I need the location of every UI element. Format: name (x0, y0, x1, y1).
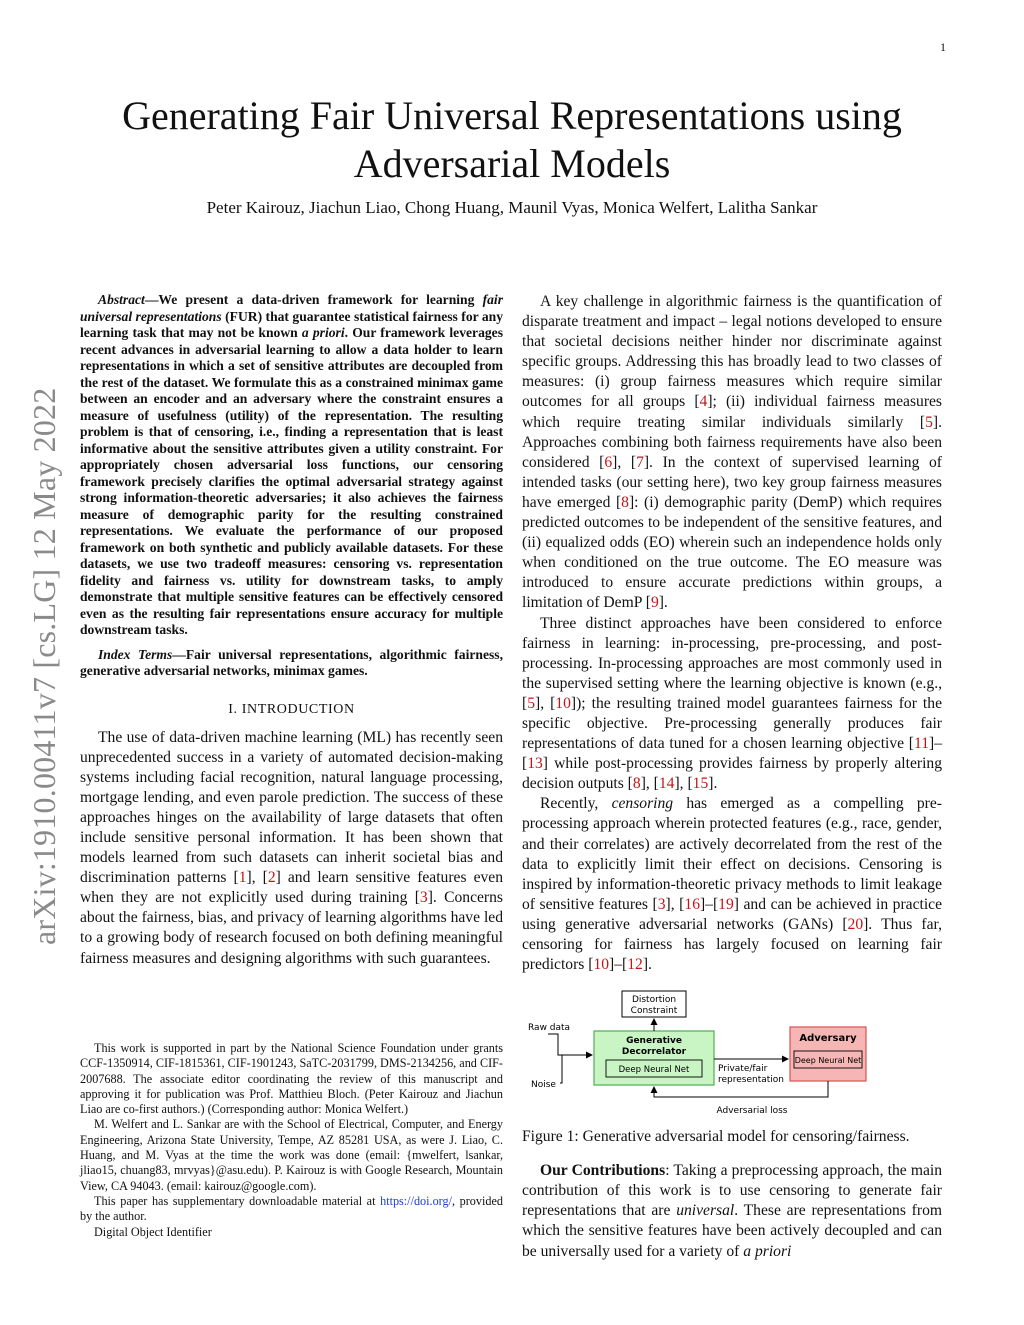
adversary-network-label: Deep Neural Net (794, 1056, 862, 1066)
page-number: 1 (940, 40, 946, 54)
citation-link[interactable]: 9 (650, 594, 659, 612)
index-terms: Index Terms—Fair universal representations, algorithmic fairness, generative adversarial networks, minimax games. (80, 646, 503, 678)
left-column (80, 292, 503, 969)
citation-link[interactable]: 13 (527, 755, 543, 773)
title-line-2: Adversarial Models (353, 141, 671, 186)
right-paragraph-2: Three distinct approaches have been considered to enforce fairness in learning: in-processing, pre-processing, and post-processing. In-processing approaches are most commonly used in the supervised setting where the learning objective is known (e.g., [5], [10]); the resulting trained model guarantees fairness for the specific objective. Pre-processing generally produces fair representations of data tuned for a chosen learning objective [11]–[13] while post-processing provides fairness by properly altering decision outputs [8], [14], [15]. (522, 614, 942, 793)
citation-link[interactable]: 10 (555, 694, 571, 712)
citation-link[interactable]: 3 (419, 889, 428, 907)
figure-1-caption: Figure 1: Generative adversarial model for censoring/fairness. (522, 1128, 910, 1146)
footnote-doi: Digital Object Identifier (94, 1224, 212, 1239)
citation-link[interactable]: 6 (604, 453, 613, 471)
citation-link[interactable]: 2 (267, 869, 276, 887)
generative-label: Generative (626, 1036, 682, 1047)
representation-label: representation (718, 1075, 785, 1086)
citation-link[interactable]: 20 (847, 915, 864, 933)
citation-link[interactable]: 10 (593, 956, 610, 974)
citation-link[interactable]: 4 (699, 393, 708, 411)
noise-label: Noise (531, 1080, 556, 1091)
arxiv-identifier: arXiv:1910.00411v7 [cs.LG] 12 May 2022 (26, 387, 62, 945)
paper-title (0, 92, 1024, 188)
title-line-1: Generating Fair Universal Representations using (122, 93, 902, 138)
citation-link[interactable]: 8 (621, 493, 629, 511)
right-paragraph-3: Recently, censoring has emerged as a compelling pre-processing approach wherein protected features (e.g., race, gender, and their correlates) are actively decorrelated from the rest of the data to explicitly limit their effect on decisions. Censoring is inspired by information-theoretic privacy methods to limit leakage of sensitive features [3], [16]–[19] and can be achieved in practice using generative adversarial networks (GANs) [20]. Thus far, censoring for fairness has largely focused on learning fair predictors [10]–[12]. (522, 795, 943, 974)
intro-paragraph-1: The use of data-driven machine learning (ML) has recently seen unprecedented success in a variety of automated decision-making systems including facial recognition, natural language processing, mortgage lending, and even parole prediction. The success of these approaches hinges on the availability of large datasets that often include sensitive personal information. It has been shown that models learned from such datasets can inherit societal bias and discrimination patterns [1], [2] and learn sensitive features even when they are not explicitly used during training [3]. Concerns about the fairness, bias, and privacy of learning algorithms have led to a growing body of research focused on both defining meaningful fairness measures and designing algorithms with such guarantees. (80, 728, 504, 967)
raw-data-arrow (548, 1034, 592, 1055)
author-list: Peter Kairouz, Jiachun Liao, Chong Huang, Maunil Vyas, Monica Welfert, Lalitha Sankar (206, 198, 818, 217)
contributions-paragraph: Our Contributions: Taking a preprocessing approach, the main contribution of this work is to use censoring to generate fair representations that are universal. These are representations from which the sensitive features have been actively decoupled and can be universally used for a variety of a priori (522, 1162, 942, 1260)
noise-arrow (560, 1055, 562, 1083)
adversarial-loss-label: Adversarial loss (716, 1106, 788, 1117)
citation-link[interactable]: 14 (658, 775, 675, 793)
constraint-label: Constraint (630, 1006, 678, 1017)
private-fair-label: Private/fair (718, 1064, 768, 1075)
citation-link[interactable]: 5 (925, 413, 933, 431)
citation-link[interactable]: 15 (692, 775, 709, 793)
figure-1-diagram (522, 989, 942, 1117)
right-paragraph-1: A key challenge in algorithmic fairness is the quantification of disparate treatment and impact – legal notions developed to ensure that societal decisions neither hinder nor discriminate against specific groups. Addressing this has broadly lead to two classes of measures: (i) group fairness measures which require similar outcomes for all groups [4]; (ii) individual fairness measures which require treating similar individuals similarly [5]. Approaches combining both fairness requirements have also been considered [6], [7]. In the context of supervised learning of intended tasks (our setting here), two key group fairness measures have emerged [8]: (i) demographic parity (DemP) which requires predicted outcomes to be independent of the sensitive features, and (ii) equalized odds (EO) wherein such an independence holds only when conditioned on the true outcome. The EO measure was introduced to ensure accurate predictions within groups, a limitation of DemP [9]. (522, 293, 942, 612)
citation-link[interactable]: 1 (238, 869, 247, 887)
citation-link[interactable]: 8 (632, 775, 641, 793)
raw-data-label: Raw data (528, 1023, 571, 1034)
diagram-svg (522, 989, 942, 1117)
citation-link[interactable]: 16 (684, 895, 700, 913)
abstract: Abstract—We present a data-driven framework for learning fair universal representations (FUR) that guarantee statistical fairness for any learning task that may not be known a priori. Our framework leverages recent advances in adversarial learning to allow a data holder to learn representations in which a set of sensitive attributes are decoupled from the rest of the dataset. We formulate this as a constrained minimax game between an encoder and an adversary where the constraint ensures a measure of usefulness (utility) of the representation. The resulting problem is that of censoring, i.e., finding a representation that is least informative about the sensitive attributes given a utility constraint. For appropriately chosen adversarial loss functions, our censoring framework precisely clarifies the optimal adversarial strategy against strong information-theoretic adversaries; it also achieves the fairness measure of demographic parity for the resulting constrained representations. We evaluate the performance of our proposed framework on both synthetic and publicly available datasets. For these datasets, we use two tradeoff measures: censoring vs. representation fidelity and fairness vs. utility for downstream tasks, to amply demonstrate that multiple sensitive features can be effectively censored even as the resulting fair representations ensure accuracy for multiple downstream tasks. (80, 292, 503, 637)
citation-link[interactable]: 7 (636, 453, 644, 471)
citation-link[interactable]: 19 (718, 895, 734, 913)
decorrelator-label: Decorrelator (621, 1047, 687, 1058)
distortion-label: Distortion (631, 995, 677, 1006)
doi-link[interactable]: https://doi.org/ (380, 1193, 452, 1208)
adversary-label: Adversary (799, 1033, 857, 1045)
footnote-supplementary: This paper has supplementary downloadable material at https://doi.org/, provided by the author. (80, 1193, 503, 1224)
citation-link[interactable]: 11 (913, 735, 929, 753)
footnotes (80, 1041, 503, 1240)
right-column (522, 292, 942, 1262)
citation-link[interactable]: 3 (657, 895, 666, 913)
citation-link[interactable]: 12 (627, 956, 643, 974)
section-heading-introduction: I. INTRODUCTION (228, 701, 355, 717)
citation-link[interactable]: 5 (527, 694, 535, 712)
footnote-funding: This work is supported in part by the National Science Foundation under grants CCF-1350914, CIF-1815361, CIF-1901243, SaTC-2031799, DMS-2134256, and CIF-2007688. The associate editor coordinating the review of this manuscript and approving it for publication was Prof. Matthieu Bloch. (Peter Kairouz and Jiachun Liao are co-first authors.) (Corresponding author: Monica Welfert.) (80, 1041, 503, 1117)
footnote-affiliations: M. Welfert and L. Sankar are with the School of Electrical, Computer, and Energy Engineering, Arizona State University, Tempe, AZ 85281 USA, as were J. Liao, C. Huang, and M. Vyas at the time the work was done (email: {mwelfert, lsankar, jliao15, chuang83, mrvyas}@asu.edu). P. Kairouz is with Google Research, Mountain View, CA 94043. (email: kairouz@google.com). (80, 1117, 503, 1193)
generator-network-label: Deep Neural Net (618, 1065, 690, 1076)
